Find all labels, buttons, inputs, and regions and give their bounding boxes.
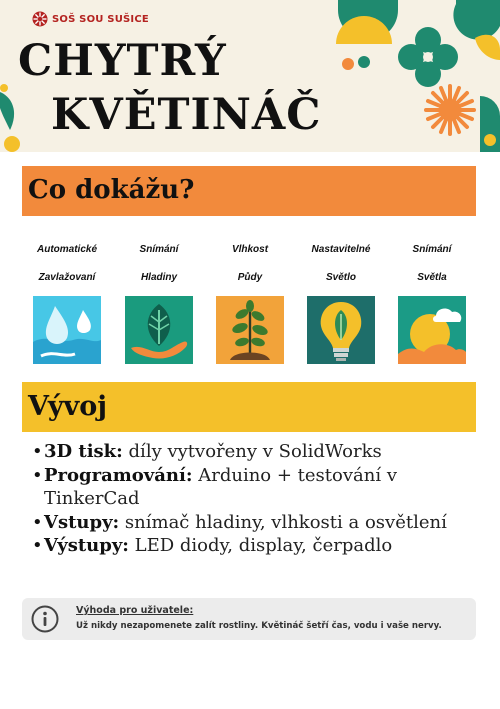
feature-label: Nastavitelné Světlo [311,244,371,283]
header [0,0,500,152]
list-item [32,464,472,511]
list-item-label: 3D tisk: [44,441,123,462]
feature-label: Snímání Světla [412,244,452,283]
feature-level-sensing [109,236,209,292]
feature-label: Vlhkost Půdy [231,244,269,283]
title-line-1: CHYTRÝ [18,36,227,86]
feature-light-sensing [382,236,482,292]
info-icon [31,605,59,633]
list-item-text: Arduino + testování v TinkerCad [44,464,397,509]
left-leaf-decoration [0,84,24,152]
water-drop-icon [33,296,101,364]
benefit-title: Výhoda pro uživatele: [76,605,194,616]
leaf-in-hand-icon [125,296,193,364]
school-brand [32,11,149,27]
feature-soil-moisture [200,236,300,292]
list-item-text: díly vytvořeny v SolidWorks [122,441,382,462]
feature-adjustable-light [291,236,391,292]
list-item [32,534,472,558]
development-list [32,440,472,558]
development-title: Vývoj [28,391,108,422]
list-item-label: Programování: [44,464,193,486]
list-item [32,440,472,464]
features-title: Co dokážu? [28,175,195,205]
list-item-label: Vstupy: [44,511,120,533]
features-section-header [22,166,476,216]
list-item [32,511,472,535]
development-section-header [22,382,476,432]
feature-label: Snímání Hladiny [139,244,179,283]
floral-decoration [330,0,500,152]
school-name: SOŠ SOU SUŠICE [52,13,149,25]
feature-label: Automatické Zavlažovaní [36,244,97,283]
title-line-2: KVĚTINÁČ [51,90,322,140]
benefit-callout [22,598,476,640]
list-item-label: Výstupy: [44,535,129,556]
light-bulb-leaf-icon [307,296,375,364]
school-logo-icon [32,11,48,27]
sun-cloud-icon [398,296,466,364]
benefit-text: Už nikdy nezapomenete zalít rostliny. Květináč šetří čas, vodu i vaše nervy. [76,621,442,631]
sprouting-plant-icon [216,296,284,364]
list-item-text: snímač hladiny, vlhkosti a osvětlení [119,511,447,533]
feature-automatic-watering [17,236,117,292]
list-item-text: LED diody, display, čerpadlo [128,535,393,556]
